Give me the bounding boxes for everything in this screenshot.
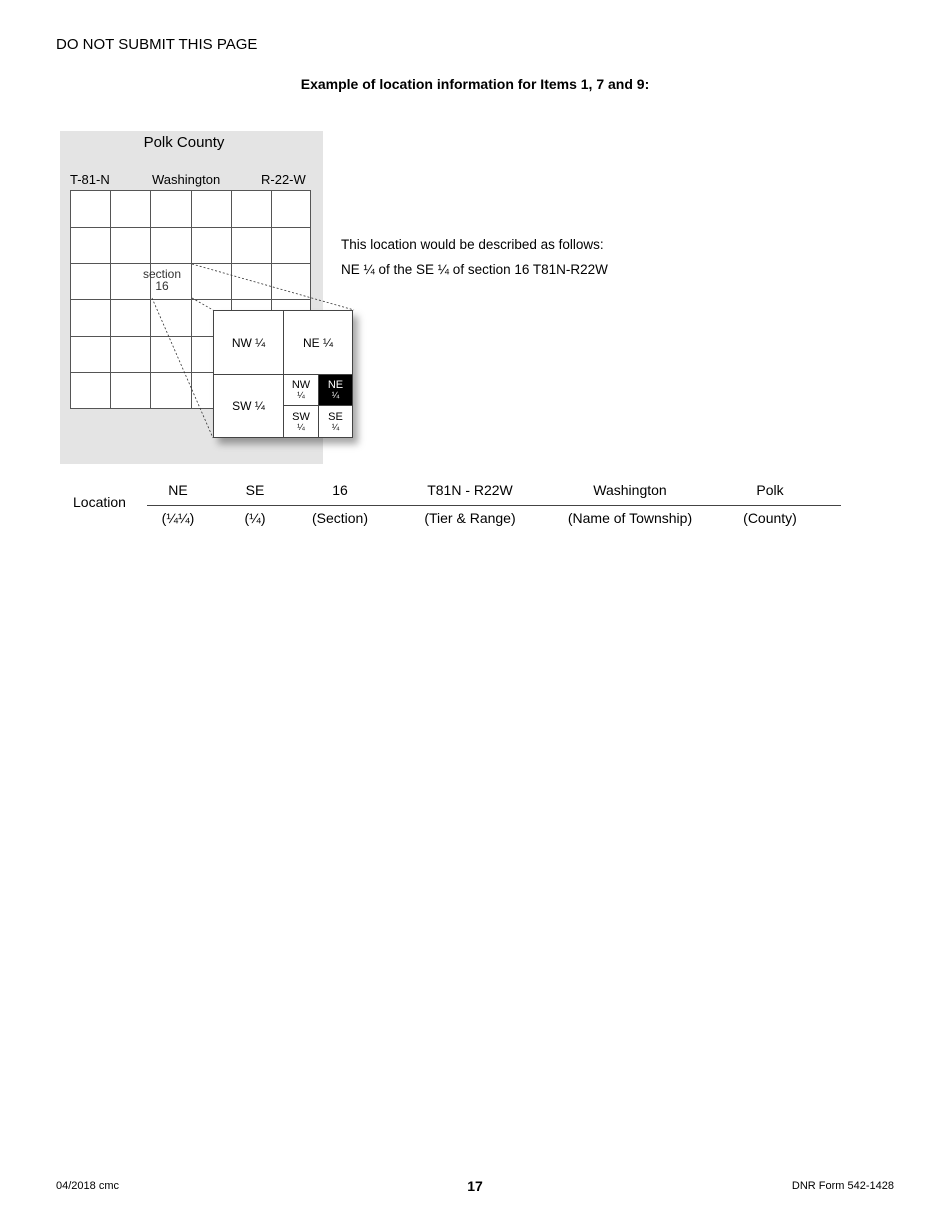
location-value-county: Polk [756, 482, 784, 498]
page-title: Example of location information for Items 1, 7 and 9: [300, 76, 650, 92]
qq-sw-label: SW [292, 410, 310, 423]
quarter-ne: NE ¼ [284, 311, 352, 375]
qq-sw-fraction: ¼ [297, 421, 305, 432]
quarter-quarter-se [319, 406, 352, 437]
location-caption-section: (Section) [311, 510, 369, 526]
location-label: Location [73, 494, 126, 510]
qq-ne-label: NE [327, 379, 344, 391]
qq-se-label: SE [328, 410, 343, 423]
section-zoom [213, 310, 353, 438]
form-number: DNR Form 542-1428 [791, 1180, 894, 1192]
zoom-line-bottom [152, 298, 213, 438]
location-value-township: Washington [593, 482, 667, 498]
qq-se-fraction: ¼ [331, 421, 340, 432]
location-caption-township: (Name of Township) [567, 510, 693, 526]
tier-label: T-81-N [70, 172, 110, 187]
quarter-quarter-ne-highlighted [319, 375, 352, 406]
description-line-2: NE ¼ of the SE ¼ of section 16 T81N-R22W [341, 262, 608, 277]
location-caption-quarter: (¼) [244, 510, 266, 526]
qq-nw-label: NW [291, 379, 311, 391]
location-value-quarter-quarter: NE [168, 482, 188, 498]
quarter-nw: NW ¼ [214, 311, 284, 375]
qq-nw-fraction: ¼ [297, 390, 305, 400]
footer-date: 04/2018 cmc [56, 1180, 119, 1192]
zoom-line-mid [192, 298, 213, 310]
range-label: R-22-W [261, 172, 306, 187]
page-note: DO NOT SUBMIT THIS PAGE [56, 36, 258, 53]
quarter-quarter-nw [284, 375, 319, 406]
location-value-section: 16 [332, 482, 348, 498]
page-number: 17 [467, 1178, 483, 1194]
quarter-quarter-sw [284, 406, 319, 437]
location-rule [147, 505, 841, 506]
section-number: 16 [155, 279, 169, 293]
location-caption-county: (County) [743, 510, 797, 526]
zoom-line-top [192, 264, 354, 310]
location-value-quarter: SE [245, 482, 265, 498]
qq-ne-fraction: ¼ [331, 390, 340, 400]
location-caption-tier-range: (Tier & Range) [424, 510, 516, 526]
location-caption-quarter-quarter: (¼¼) [161, 510, 195, 526]
township-label: Washington [152, 172, 221, 187]
county-title: Polk County [143, 134, 225, 151]
section-label-text: section [142, 267, 182, 281]
location-value-tier-range: T81N - R22W [427, 482, 513, 498]
description-line-1: This location would be described as follows: [341, 237, 604, 252]
quarter-sw: SW ¼ [214, 375, 284, 437]
